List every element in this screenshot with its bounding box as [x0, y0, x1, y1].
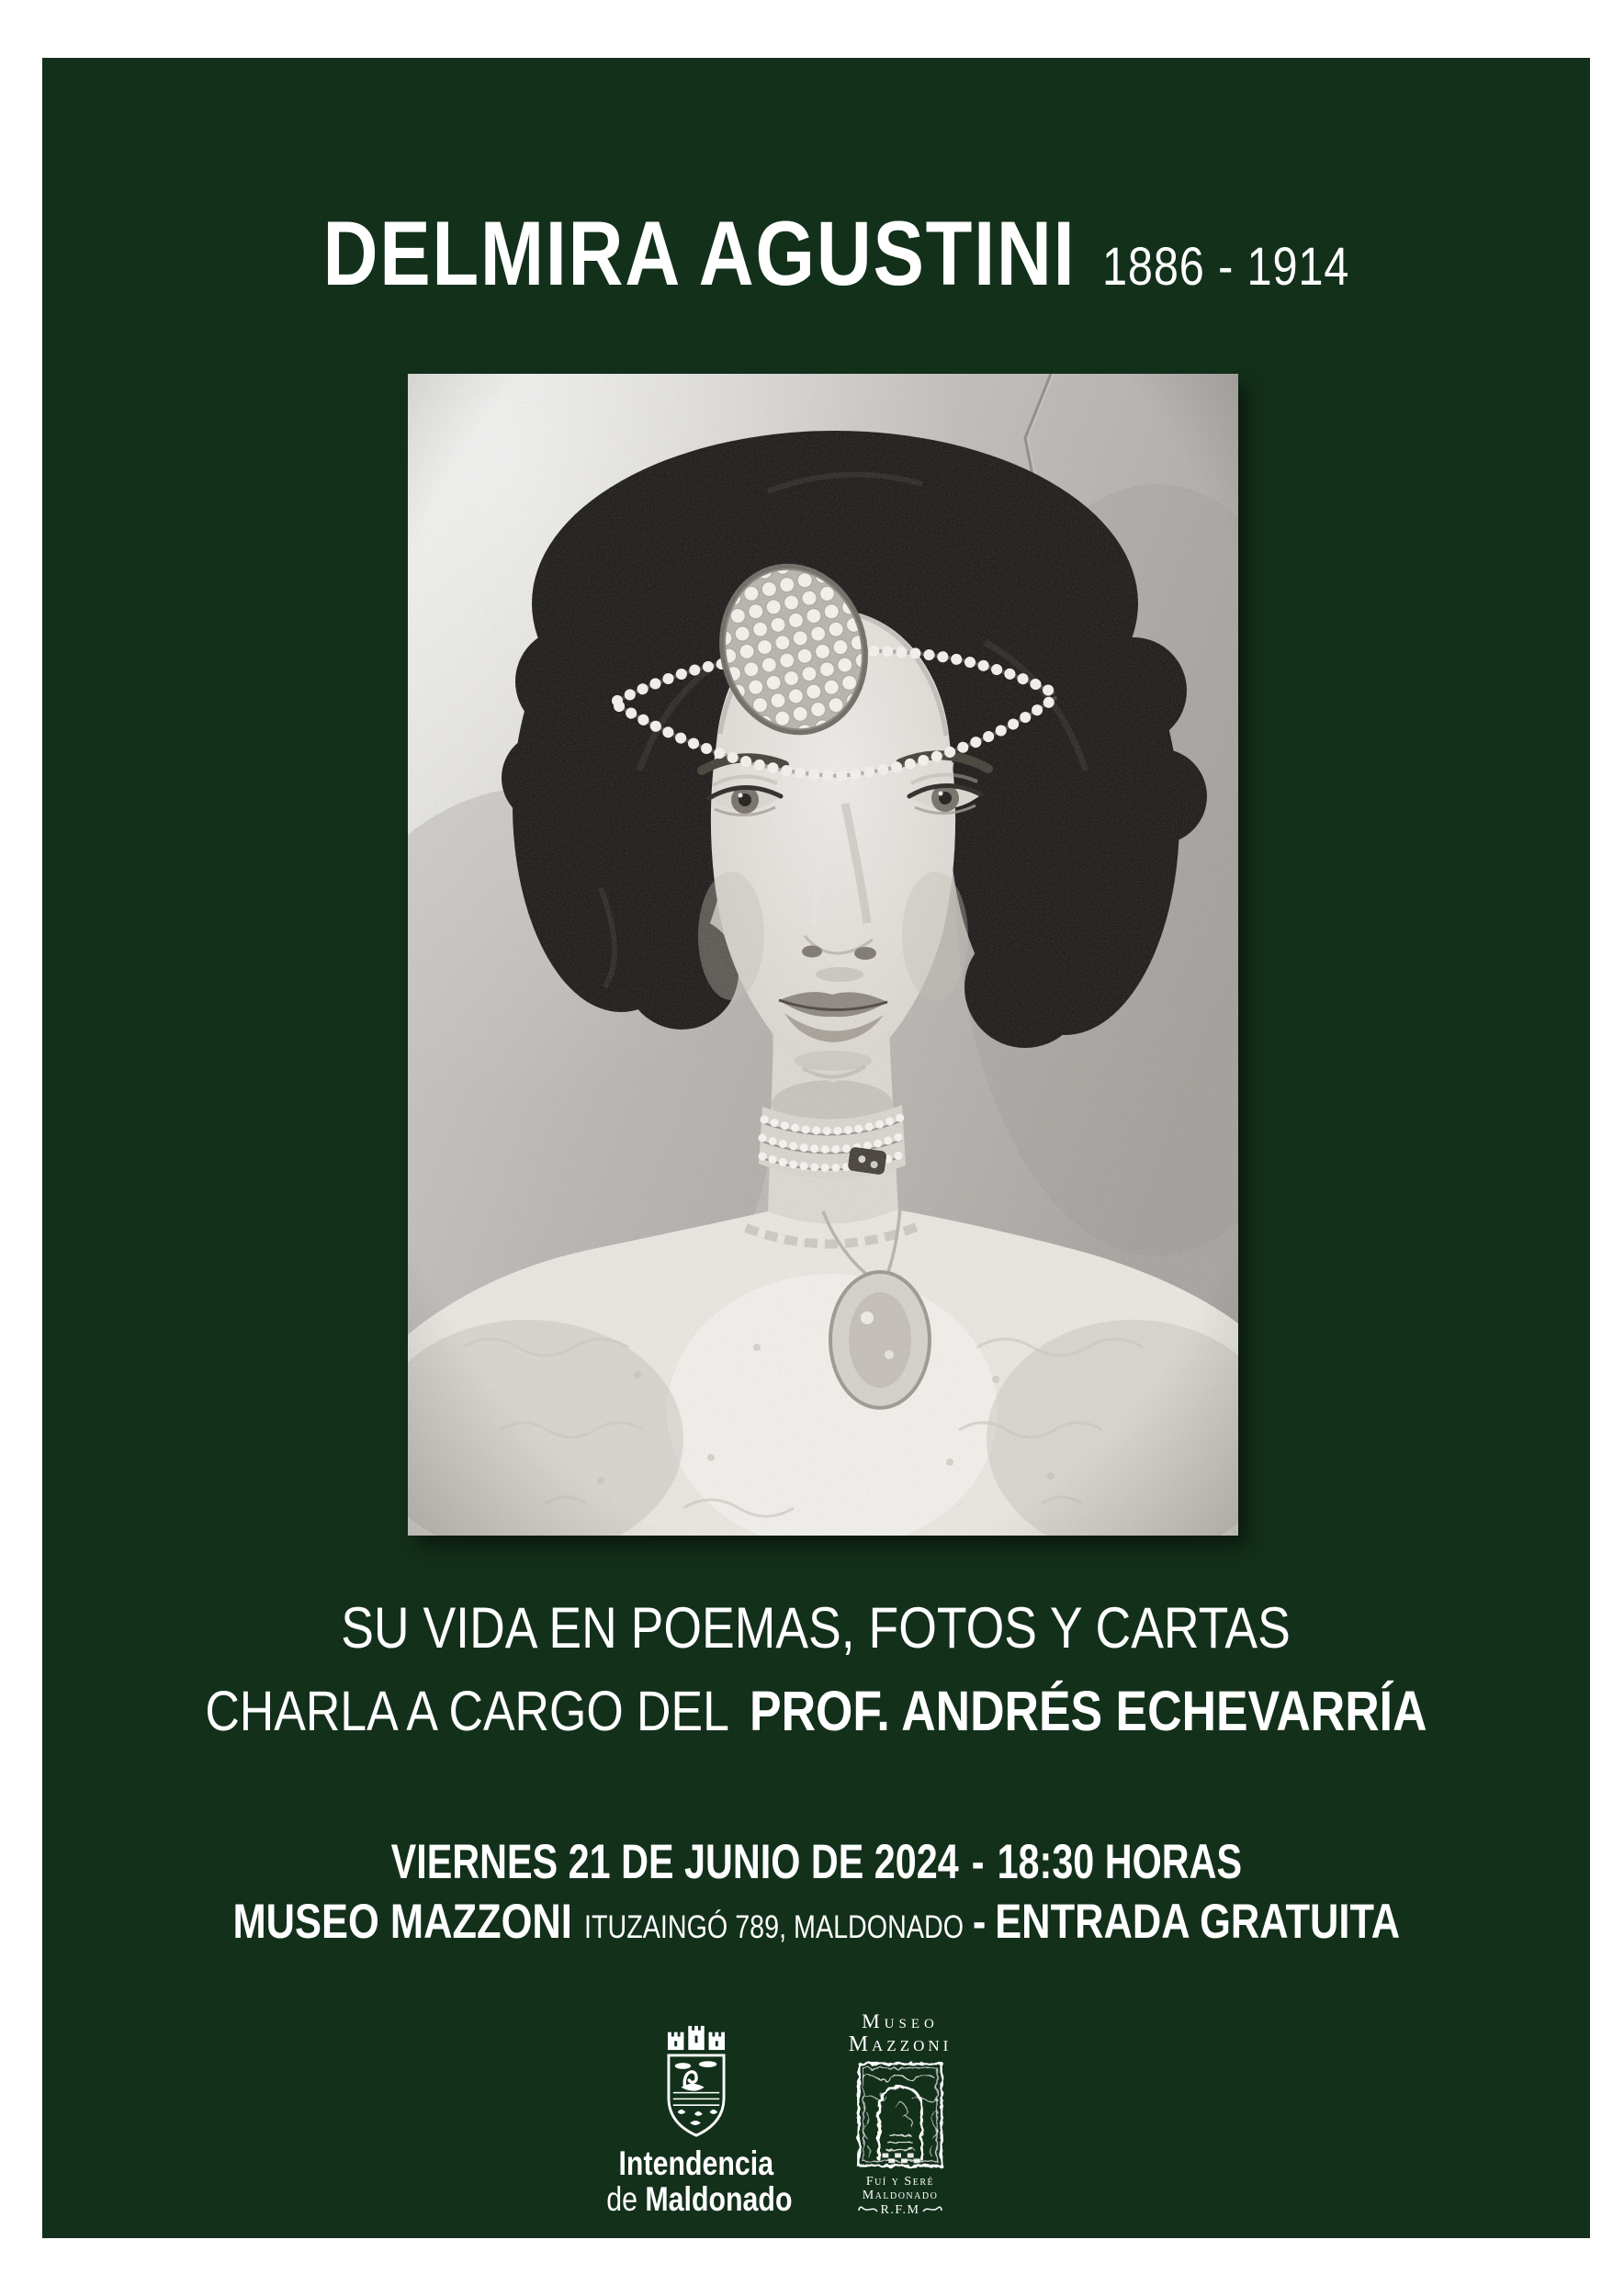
- portrait-illustration: [408, 374, 1238, 1536]
- subtitle-line: [42, 1596, 1590, 1660]
- intendencia-logo: [586, 2023, 806, 2216]
- intendencia-line1: Intendencia: [618, 2144, 774, 2182]
- admission-text: ENTRADA GRATUITA: [994, 1895, 1400, 1949]
- museo-name-line2: Mazzoni: [848, 2032, 953, 2056]
- venue-address: ITUZAINGÓ 789, MALDONADO: [583, 1909, 964, 1945]
- museo-mazzoni-logo: [799, 2011, 1001, 2218]
- intendencia-crest-icon: [665, 2023, 727, 2139]
- museo-mazzoni-arch-icon: [855, 2060, 945, 2172]
- poster-panel: [42, 58, 1590, 2238]
- portrait-photo: [408, 374, 1238, 1536]
- flourish-left-icon: [858, 2205, 878, 2214]
- venue-separator: -: [972, 1895, 987, 1949]
- venue-line: [42, 1895, 1590, 1949]
- museo-name-line1: Museo: [862, 2009, 939, 2032]
- page-title: DELMIRA AGUSTINI: [322, 202, 1077, 304]
- date-time-separator: -: [971, 1835, 985, 1889]
- venue-name: MUSEO MAZZONI: [232, 1895, 572, 1949]
- museo-motto-line2: Maldonado: [862, 2189, 939, 2203]
- intendencia-wordmark: [586, 2146, 806, 2216]
- event-time: 18:30 HORAS: [997, 1835, 1242, 1889]
- title-years: 1886 - 1914: [1102, 237, 1350, 297]
- museo-motto-line3: R.F.M: [880, 2202, 920, 2217]
- talk-line: [42, 1680, 1590, 1742]
- event-date: VIERNES 21 DE JUNIO DE 2024: [390, 1835, 959, 1889]
- subtitle-text: SU VIDA EN POEMAS, FOTOS Y CARTAS: [341, 1596, 1291, 1660]
- talk-prefix: CHARLA A CARGO DEL: [205, 1680, 729, 1742]
- intendencia-line2-name: Maldonado: [645, 2180, 793, 2218]
- intendencia-line2-prefix: de: [606, 2180, 646, 2218]
- talk-speaker: PROF. ANDRÉS ECHEVARRÍA: [750, 1680, 1427, 1742]
- flourish-right-icon: [922, 2205, 942, 2214]
- date-line: [42, 1835, 1590, 1889]
- poster-title-line: [62, 202, 1610, 304]
- museo-motto-line1: Fuí y Seré: [865, 2175, 935, 2189]
- museo-motto: [799, 2175, 1001, 2218]
